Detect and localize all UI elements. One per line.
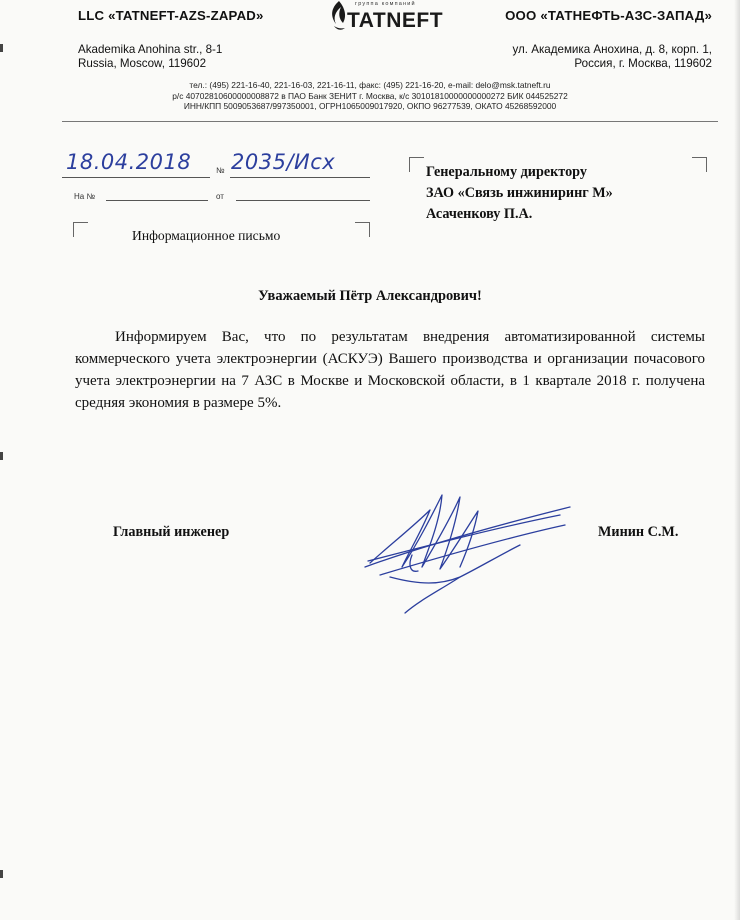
binding-mark [0, 870, 3, 878]
logo-subtitle: группа компаний [355, 1, 416, 7]
handwritten-signature [360, 485, 580, 615]
date-line [62, 177, 210, 178]
addressee-block [426, 162, 613, 225]
requisites-line: тел.: (495) 221-16-40, 221-16-03, 221-16-11, факс: (495) 221-16-20, e-mail: delo@msk.tatneft.ru [189, 80, 551, 90]
greeting: Уважаемый Пётр Александрович! [258, 288, 482, 304]
address-ru-line: ул. Академика Анохина, д. 8, корп. 1, [512, 43, 712, 56]
address-en-line: Russia, Moscow, 119602 [78, 57, 207, 70]
on-number-line [106, 200, 208, 201]
addressee-line: Асаченкову П.А. [426, 206, 533, 222]
tatneft-logo [325, 0, 455, 34]
requisites-line: р/с 40702810600000008872 в ПАО Банк ЗЕНИТ г. Москва, к/с 30101810000000000272 БИК 044525272 [172, 90, 568, 101]
logo-wordmark: TATNEFT [347, 9, 444, 32]
header-left [78, 8, 328, 71]
on-number-label: На № [74, 192, 96, 201]
requisites-line: ИНН/КПП 5009053687/997350001, ОГРН1065009017920, ОКПО 96277539, ОКАТО 45268592000 [183, 101, 557, 111]
handwritten-date: 18.04.2018 [66, 150, 192, 174]
letter-body: Информируем Вас, что по результатам внедрения автоматизированной системы коммерческого учета электроэнергии (АСКУЭ) Вашего производства и организации почасового учета электроэнергии на 7 АЗС в Москве и Московской области, в 1 квартале 2018 г. получена средняя экономия в размере 5%. [75, 329, 705, 411]
letter-subject: Информационное письмо [132, 228, 281, 243]
addressee-line: Генеральному директору [426, 164, 587, 180]
subject-bracket-right [355, 222, 370, 237]
company-name-ru: ООО «ТАТНЕФТЬ-АЗС-ЗАПАД» [505, 8, 712, 23]
address-ru-line: Россия, г. Москва, 119602 [574, 57, 712, 70]
flame-icon [327, 0, 349, 34]
page-edge-shadow [734, 0, 740, 920]
address-en-line: Akademika Anohina str., 8-1 [78, 43, 223, 56]
from-line [236, 200, 370, 201]
signatory-name: Минин С.М. [598, 524, 679, 540]
addressee-bracket-right [692, 157, 707, 172]
company-requisites [0, 80, 740, 112]
addressee-bracket-left [409, 157, 424, 172]
company-name-en: LLC «TATNEFT-AZS-ZAPAD» [78, 8, 264, 23]
header-divider [62, 121, 718, 122]
address-en [78, 43, 328, 71]
addressee-line: ЗАО «Связь инжиниринг М» [426, 185, 613, 201]
subject-bracket-left [73, 222, 88, 237]
address-ru [452, 43, 712, 71]
number-label: № [216, 166, 225, 175]
binding-mark [0, 44, 3, 52]
handwritten-number: 2035/Исх [231, 150, 336, 174]
number-line [230, 177, 370, 178]
from-label: от [216, 192, 224, 201]
signatory-title: Главный инженер [113, 524, 230, 540]
header-right [452, 8, 712, 71]
binding-mark [0, 452, 3, 460]
